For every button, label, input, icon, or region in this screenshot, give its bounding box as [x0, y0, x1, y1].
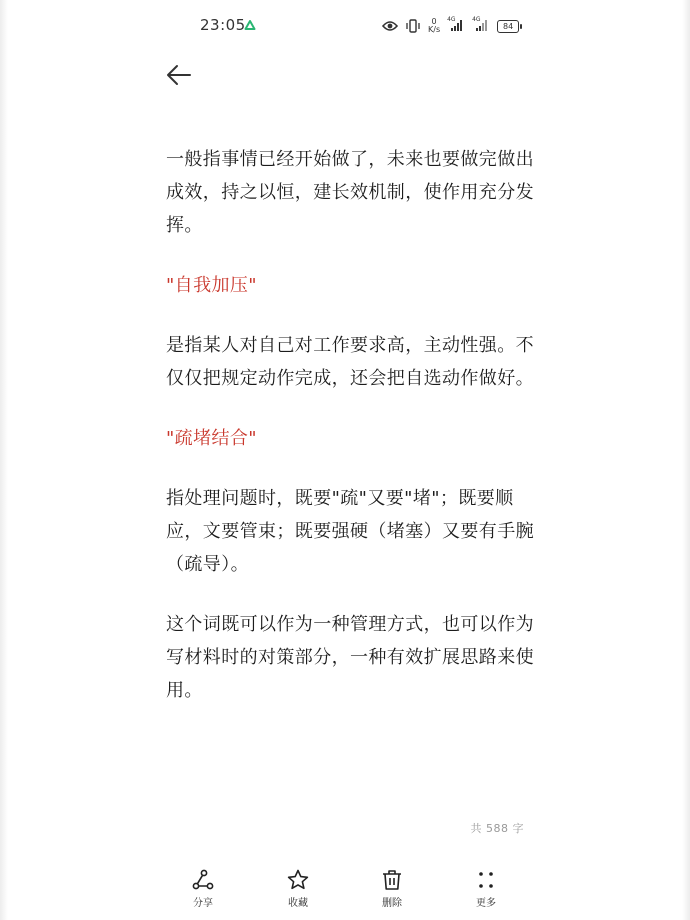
battery-icon: 84	[497, 20, 519, 33]
edge-shade-right	[682, 0, 690, 920]
more-dots-icon	[474, 868, 498, 892]
paragraph-1: 一般指事情已经开始做了，未来也要做完做出成效，持之以恒，建长效机制，使作用充分发挥。	[166, 149, 534, 236]
status-bar	[0, 14, 690, 40]
edge-shade-left	[0, 0, 8, 920]
status-icons	[382, 17, 519, 35]
net-speed: 0 K/s	[428, 17, 441, 34]
more-button[interactable]	[456, 862, 516, 909]
paragraph-2: 是指某人对自己对工作要求高，主动性强。不仅仅把规定动作完成，还会把自选动作做好。	[166, 335, 534, 389]
star-icon	[286, 868, 310, 892]
signal-1: 4G	[447, 18, 465, 34]
trash-icon	[380, 868, 404, 892]
signal-2: 4G	[472, 18, 490, 34]
bottom-toolbar	[0, 862, 690, 920]
paragraph-3: 指处理问题时，既要"疏"又要"堵"；既要顺应，文要管束；既要强硬（堵塞）又要有手腕（疏导）。	[166, 488, 534, 575]
delete-button[interactable]	[362, 862, 422, 909]
back-arrow-icon[interactable]	[164, 60, 194, 90]
word-count: 共 588 字	[470, 822, 524, 835]
article-body	[166, 143, 536, 707]
heading-1: "自我加压"	[166, 275, 257, 296]
share-label: 分享	[193, 898, 213, 909]
favorite-button[interactable]	[268, 862, 328, 909]
paragraph-4: 这个词既可以作为一种管理方式，也可以作为写材料时的对策部分，一种有效扩展思路来使用。	[166, 614, 534, 701]
recycle-icon	[243, 19, 257, 33]
more-label: 更多	[476, 898, 496, 909]
delete-label: 删除	[382, 898, 402, 909]
status-time: 23:05	[200, 16, 246, 34]
heading-2: "疏堵结合"	[166, 428, 257, 449]
eye-icon	[382, 20, 398, 32]
share-button[interactable]	[173, 862, 233, 909]
favorite-label: 收藏	[288, 898, 308, 909]
vibrate-icon	[405, 19, 421, 33]
share-icon	[191, 868, 215, 892]
